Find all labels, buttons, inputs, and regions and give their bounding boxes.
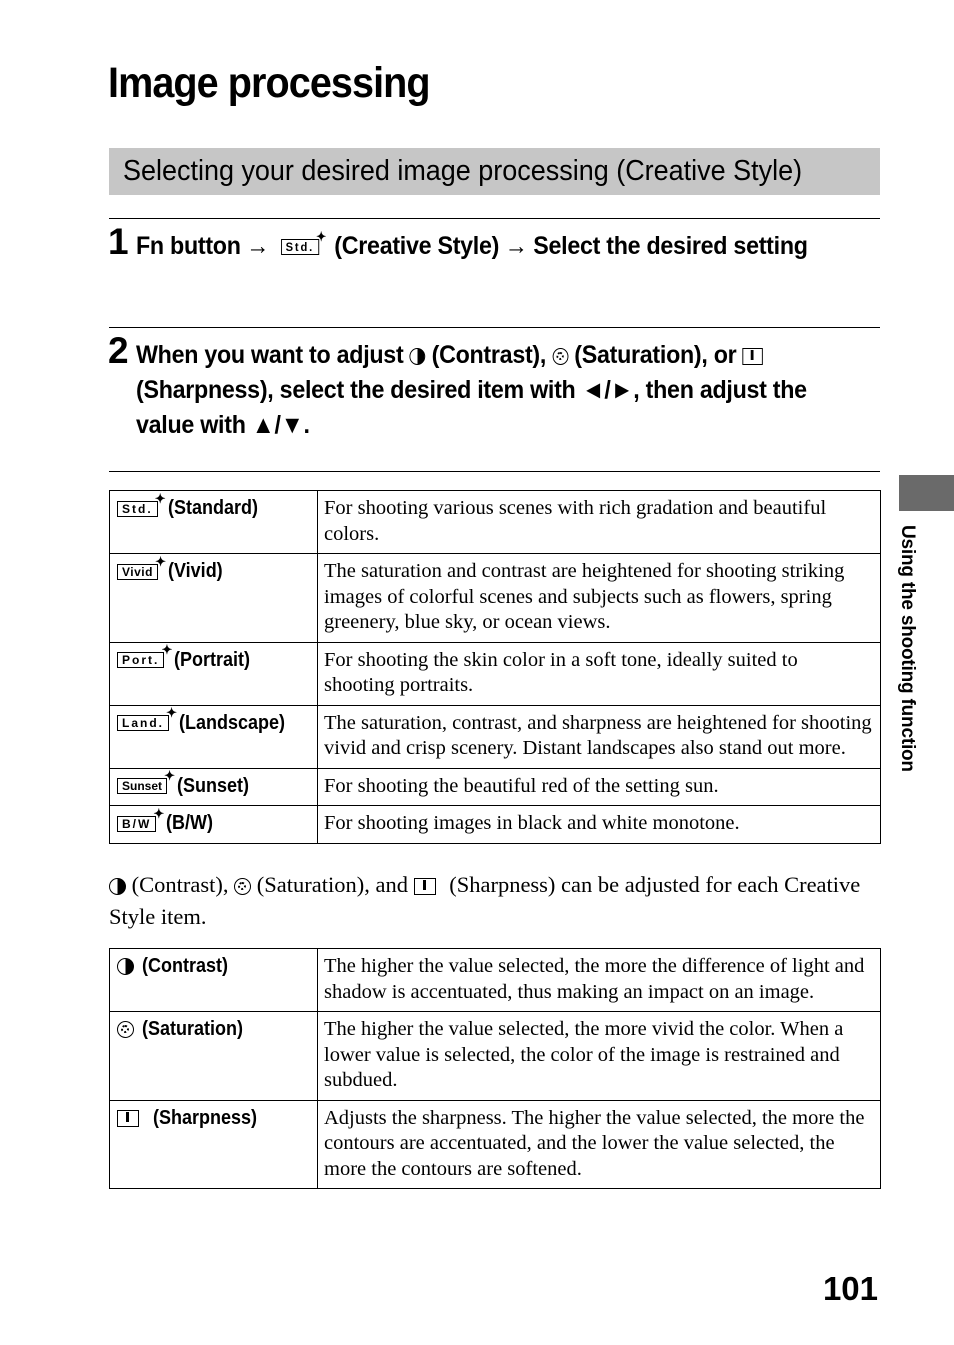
table-row	[110, 705, 881, 768]
style-label-cell: Sunset ✦ (Sunset)	[110, 768, 318, 806]
adjust-paragraph: (Contrast), (Saturation), and (Sharpness) can be adjusted for each Creative Style item.	[109, 872, 861, 929]
landscape-style-icon: Land. ✦	[117, 715, 169, 731]
creative-style-std-icon: Std. ✦	[281, 239, 319, 255]
style-description: For shooting the skin color in a soft tone, ideally suited to shooting portraits.	[318, 642, 881, 705]
page-number: 101	[822, 1270, 878, 1307]
step-2	[108, 330, 880, 448]
adjust-label-cell: (Saturation)	[110, 1012, 318, 1101]
contrast-icon	[117, 958, 134, 975]
portrait-style-icon: Port. ✦	[117, 652, 164, 668]
divider	[109, 218, 880, 219]
style-description: The saturation and contrast are heightened for shooting striking images of colorful scenes and subjects such as flowers, spring greenery, blue sky, or ocean views.	[318, 554, 881, 643]
saturation-icon	[234, 878, 251, 895]
chapter-tab-marker	[899, 475, 954, 511]
adjust-label-cell: (Sharpness)	[110, 1100, 318, 1189]
adjustment-table	[109, 948, 881, 1189]
saturation-icon	[552, 348, 568, 365]
style-label-cell: Std. ✦ (Standard)	[110, 491, 318, 554]
style-description: For shooting images in black and white monotone.	[318, 806, 881, 844]
style-label-cell: Land. ✦ (Landscape)	[110, 705, 318, 768]
step-number: 2	[108, 330, 129, 371]
sunset-style-icon: Sunset ✦	[117, 778, 167, 794]
sharpness-icon	[117, 1110, 139, 1127]
table-row	[110, 768, 881, 806]
style-label-cell: Vivid ✦ (Vivid)	[110, 554, 318, 643]
vivid-style-icon: Vivid ✦	[117, 564, 158, 580]
adjust-description: Adjusts the sharpness. The higher the value selected, the more the contours are accentuated, and the lower the value selected, the more the contours are softened.	[318, 1100, 881, 1189]
table-row	[110, 554, 881, 643]
step-text: Fn button → Std. ✦ (Creative Style) → Select the desired setting	[136, 229, 808, 260]
style-description: For shooting the beautiful red of the setting sun.	[318, 768, 881, 806]
adjust-description: The higher the value selected, the more the difference of light and shadow is accentuated, thus making an impact on an image.	[318, 949, 881, 1012]
step-text: When you want to adjust (Contrast), (Saturation), or (Sharpness), select the desired item with ◄/►, then adjust the value with ▲/▼.	[136, 341, 807, 439]
table-row	[110, 1100, 881, 1189]
table-row	[110, 491, 881, 554]
divider	[109, 471, 880, 472]
standard-style-icon: Std. ✦	[117, 501, 158, 517]
page-title: Image processing	[108, 59, 430, 107]
step-1	[108, 221, 880, 309]
adjust-label-cell: (Contrast)	[110, 949, 318, 1012]
chapter-tab-label: Using the shooting function	[897, 525, 918, 772]
table-row	[110, 1012, 881, 1101]
divider	[109, 327, 880, 328]
contrast-icon	[109, 878, 126, 895]
bw-style-icon: B/W ✦	[117, 816, 156, 832]
step-number: 1	[108, 221, 129, 262]
style-description: For shooting various scenes with rich gradation and beautiful colors.	[318, 491, 881, 554]
style-label-cell: B/W ✦ (B/W)	[110, 806, 318, 844]
style-description: The saturation, contrast, and sharpness are heightened for shooting vivid and crisp scenery. Distant landscapes also stand out more.	[318, 705, 881, 768]
style-label-cell: Port. ✦ (Portrait)	[110, 642, 318, 705]
sharpness-icon	[414, 878, 436, 895]
contrast-icon	[410, 348, 426, 365]
section-heading: Selecting your desired image processing (Creative Style)	[109, 148, 880, 195]
sharpness-icon	[743, 348, 763, 365]
table-row	[110, 949, 881, 1012]
table-row	[110, 642, 881, 705]
saturation-icon	[117, 1021, 134, 1038]
creative-style-table	[109, 490, 881, 844]
table-row	[110, 806, 881, 844]
adjust-description: The higher the value selected, the more vivid the color. When a lower value is selected, the color of the image is restrained and subdued.	[318, 1012, 881, 1101]
